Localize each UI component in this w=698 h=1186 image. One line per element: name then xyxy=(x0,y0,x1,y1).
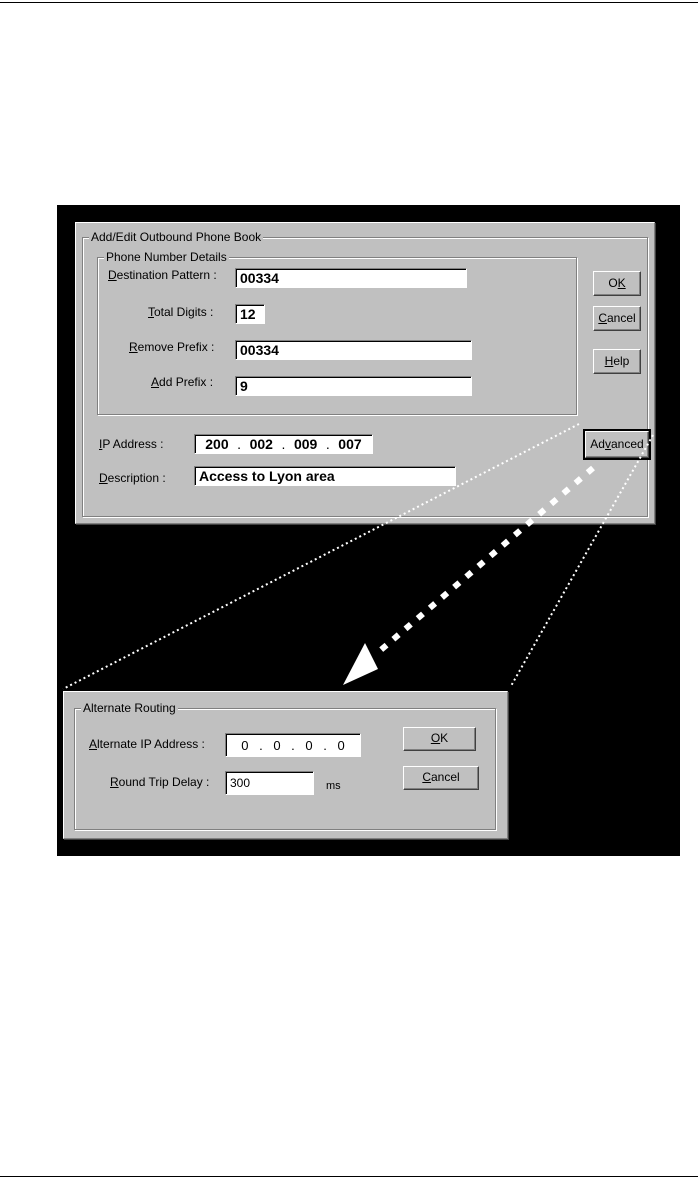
callout-arrow-shaft xyxy=(375,468,593,655)
advanced-button[interactable]: Advanced xyxy=(585,431,649,458)
callout-line-left xyxy=(63,424,579,689)
alternate-routing-group-title: Alternate Routing xyxy=(83,701,176,715)
help-button[interactable]: Help xyxy=(593,349,641,374)
add-prefix-input[interactable]: 9 xyxy=(235,376,472,396)
add-edit-outbound-group-title: Add/Edit Outbound Phone Book xyxy=(91,230,262,244)
ip-octet: 200 xyxy=(205,435,229,452)
ip-separator: . xyxy=(325,435,330,452)
ip-address-label: IP Address : xyxy=(99,437,164,451)
alt-ok-button[interactable]: OK xyxy=(403,727,476,751)
destination-pattern-label: Destination Pattern : xyxy=(108,268,217,282)
remove-prefix-label: Remove Prefix : xyxy=(129,340,215,354)
ip-separator: . xyxy=(323,737,327,753)
ip-octet: 007 xyxy=(338,435,362,452)
alternate-ip-label: Alternate IP Address : xyxy=(89,737,205,751)
alternate-routing-dialog xyxy=(63,691,508,839)
cancel-button[interactable]: Cancel xyxy=(593,306,641,331)
total-digits-label: Total Digits : xyxy=(148,305,214,319)
screenshot-backdrop xyxy=(57,205,680,856)
ip-separator: . xyxy=(259,737,263,753)
ip-octet: 002 xyxy=(249,435,273,452)
remove-prefix-input[interactable]: 00334 xyxy=(235,340,472,360)
ip-separator: . xyxy=(281,435,286,452)
add-prefix-label: Add Prefix : xyxy=(151,375,214,389)
ip-octet: 0 xyxy=(273,737,281,753)
round-trip-delay-input[interactable]: 300 xyxy=(225,771,314,795)
destination-pattern-input[interactable]: 00334 xyxy=(235,268,467,288)
description-input[interactable]: Access to Lyon area xyxy=(194,466,456,486)
bottom-rule xyxy=(0,1176,698,1177)
callout-line-right xyxy=(511,435,653,686)
ok-button[interactable]: OK xyxy=(593,271,641,296)
alt-cancel-button[interactable]: Cancel xyxy=(403,766,479,790)
alternate-routing-group xyxy=(74,701,496,830)
round-trip-delay-unit: ms xyxy=(326,780,341,792)
round-trip-delay-label: Round Trip Delay : xyxy=(110,775,210,789)
ip-octet: 0 xyxy=(241,737,249,753)
phone-number-details-title: Phone Number Details xyxy=(106,250,227,264)
ip-separator: . xyxy=(291,737,295,753)
alternate-ip-input[interactable] xyxy=(225,733,361,757)
ip-octet: 0 xyxy=(305,737,313,753)
top-rule xyxy=(0,2,698,3)
description-label: Description : xyxy=(99,471,166,485)
callout-arrow-head xyxy=(343,643,378,685)
ip-octet: 009 xyxy=(293,435,318,452)
total-digits-input[interactable]: 12 xyxy=(235,304,265,324)
ip-separator: . xyxy=(237,435,242,452)
ip-octet: 0 xyxy=(337,737,345,753)
